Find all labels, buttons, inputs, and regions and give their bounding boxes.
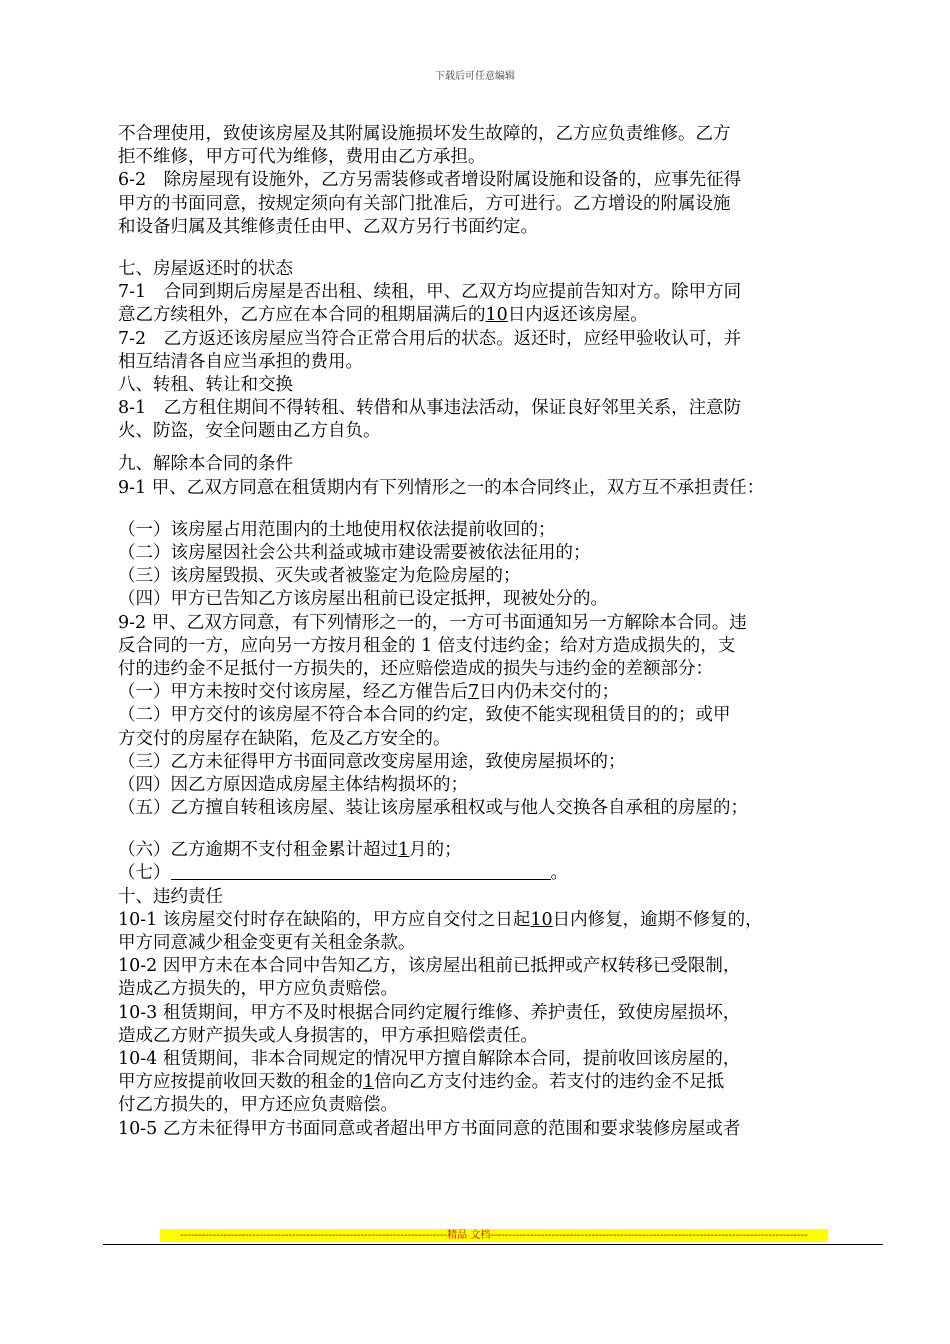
paragraph-line: 火、防盗，安全问题由乙方自负。 <box>118 421 381 442</box>
underlined-multiple: 1 <box>363 1072 375 1093</box>
clause-10-3: 10-3 租赁期间，甲方不及时根据合同约定履行维修、养护责任，致使房屋损坏， <box>118 1002 741 1023</box>
list-item: （三）乙方未征得甲方书面同意改变房屋用途，致使房屋损坏的； <box>118 751 626 772</box>
paragraph-line: 拒不维修，甲方可代为维修，费用由乙方承担。 <box>118 147 486 168</box>
footer-divider <box>103 1244 883 1245</box>
page-header: 下载后可任意编辑 <box>435 71 515 82</box>
paragraph-line: 意乙方续租外，乙方应在本合同的租期届满后的10日内返还该房屋。 <box>118 305 648 326</box>
paragraph-line: 甲方应按提前收回天数的租金的1倍向乙方支付违约金。若支付的违约金不足抵 <box>118 1072 725 1093</box>
paragraph-line: 造成乙方财产损失或人身损害的，甲方承担赔偿责任。 <box>118 1025 538 1046</box>
list-item: （一）该房屋占用范围内的土地使用权依法提前收回的； <box>118 519 556 540</box>
list-item: （二）甲方交付的该房屋不符合本合同的约定，致使不能实现租赁目的的；或甲 <box>118 705 731 726</box>
list-item: （六）乙方逾期不支付租金累计超过1月的； <box>118 840 462 861</box>
paragraph-line: 不合理使用，致使该房屋及其附属设施损坏发生故障的，乙方应负责维修。乙方 <box>118 124 731 144</box>
clause-10-4: 10-4 租赁期间，非本合同规定的情况甲方擅自解除本合同，提前收回该房屋的， <box>118 1048 741 1069</box>
clause-8-1: 8-1 乙方租住期间不得转租、转借和从事违法活动，保证良好邻里关系，注意防 <box>118 398 742 419</box>
list-item: （七） 。 <box>118 863 568 884</box>
underlined-days: 10 <box>485 305 508 326</box>
list-item: （五）乙方擅自转租该房屋、装让该房屋承租权或与他人交换各自承租的房屋的； <box>118 798 748 819</box>
list-item: （四）甲方已告知乙方该房屋出租前已设定抵押，现被处分的。 <box>118 589 608 610</box>
paragraph-line: 和设备归属及其维修责任由甲、乙双方另行书面约定。 <box>118 216 538 237</box>
list-item: （二）该房屋因社会公共利益或城市建设需要被依法征用的； <box>118 543 591 563</box>
paragraph-line: 方交付的房屋存在缺陷，危及乙方安全的。 <box>118 728 451 749</box>
paragraph-line: 付乙方损失的，甲方还应负责赔偿。 <box>118 1095 398 1116</box>
clause-9-1: 9-1 甲、乙双方同意在租赁期内有下列情形之一的本合同终止，双方互不承担责任： <box>118 477 765 498</box>
paragraph-line: 甲方同意减少租金变更有关租金条款。 <box>118 933 416 953</box>
list-item: （一）甲方未按时交付该房屋，经乙方催告后7日内仍未交付的； <box>118 682 620 703</box>
underlined-days: 10 <box>530 909 553 930</box>
document-body <box>118 123 888 1141</box>
section-heading-10: 十、违约责任 <box>118 886 223 907</box>
clause-10-1: 10-1 该房屋交付时存在缺陷的，甲方应自交付之日起10日内修复，逾期不修复的， <box>118 909 763 930</box>
clause-10-2: 10-2 因甲方未在本合同中告知乙方，该房屋出租前已抵押或产权转移已受限制， <box>118 956 741 977</box>
list-item: （四）因乙方原因造成房屋主体结构损坏的； <box>118 774 468 795</box>
clause-7-1: 7-1 合同到期后房屋是否出租、续租，甲、乙双方均应提前告知对方。除甲方同 <box>118 282 742 303</box>
list-item: （三）该房屋毁损、灭失或者被鉴定为危险房屋的； <box>118 566 521 587</box>
clause-10-5: 10-5 乙方未征得甲方书面同意或者超出甲方书面同意的范围和要求装修房屋或者 <box>118 1118 741 1139</box>
clause-9-2: 9-2 甲、乙双方同意，有下列情形之一的，一方可书面通知另一方解除本合同。违 <box>118 612 747 633</box>
underlined-days: 7 <box>468 682 480 703</box>
blank-fill-line <box>171 863 551 880</box>
paragraph-line: 甲方的书面同意，按规定须向有关部门批准后，方可进行。乙方增设的附属设施 <box>118 193 731 214</box>
section-heading-9: 九、解除本合同的条件 <box>118 454 293 475</box>
clause-7-2: 7-2 乙方返还该房屋应当符合正常合用后的状态。返还时，应经甲验收认可，并 <box>118 328 742 349</box>
footer-watermark: --------------------------------------------------------------------------精品 文档---------------------------------------------------------------------------------------- <box>160 1229 828 1242</box>
paragraph-line: 相互结清各自应当承担的费用。 <box>118 351 363 372</box>
paragraph-line: 付的违约金不足抵付一方损失的，还应赔偿造成的损失与违约金的差额部分： <box>118 658 713 679</box>
section-heading-7: 七、房屋返还时的状态 <box>118 258 293 279</box>
underlined-months: 1 <box>398 840 410 861</box>
paragraph-line: 造成乙方损失的，甲方应负责赔偿。 <box>118 979 398 1000</box>
clause-6-2: 6-2 除房屋现有设施外，乙方另需装修或者增设附属设施和设备的，应事先征得 <box>118 170 742 191</box>
section-heading-8: 八、转租、转让和交换 <box>118 374 293 395</box>
paragraph-line: 反合同的一方，应向另一方按月租金的 1 倍支付违约金；给对方造成损失的，支 <box>118 635 736 656</box>
